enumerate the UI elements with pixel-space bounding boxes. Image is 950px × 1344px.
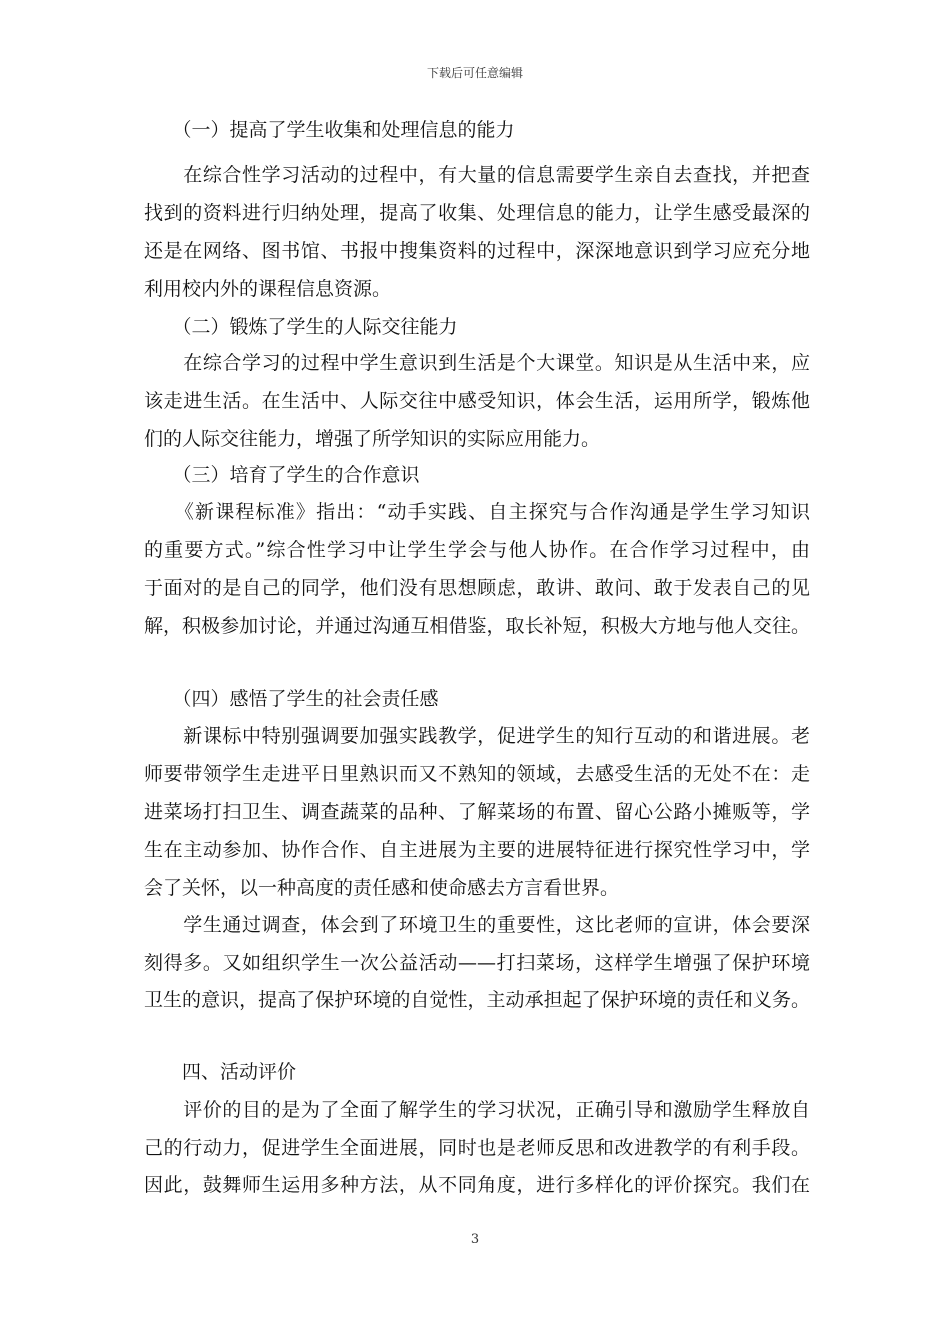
- text-line: 该走进生活。在生活中、人际交往中感受知识，体会生活，运用所学，锻炼他: [144, 390, 810, 412]
- heading-3: （三）培育了学生的合作意识: [144, 464, 420, 486]
- text-line: 会了关怀，以一种高度的责任感和使命感去方言看世界。: [144, 877, 620, 899]
- text-line: 己的行动力，促进学生全面进展，同时也是老师反思和改进教学的有利手段。: [144, 1137, 810, 1159]
- text-line: 在综合性学习活动的过程中，有大量的信息需要学生亲自去查找，并把查: [144, 164, 810, 186]
- heading-1: （一）提高了学生收集和处理信息的能力: [144, 119, 515, 141]
- page-header: 下载后可任意编辑: [426, 66, 523, 80]
- text-line: 利用校内外的课程信息资源。: [144, 278, 392, 300]
- text-line: 生在主动参加、协作合作、自主进展为主要的进展特征进行探究性学习中，学: [144, 839, 810, 861]
- text-line: 刻得多。又如组织学生一次公益活动——打扫菜场，这样学生增强了保护环境: [144, 952, 810, 974]
- heading-2: （二）锻炼了学生的人际交往能力: [144, 316, 458, 338]
- section-heading: 四、活动评价: [144, 1061, 297, 1083]
- text-line: 找到的资料进行归纳处理，提高了收集、处理信息的能力，让学生感受最深的: [144, 202, 810, 224]
- text-line: 进菜场打扫卫生、调查蔬菜的品种、了解菜场的布置、留心公路小摊贩等，学: [144, 801, 810, 823]
- text-line: 在综合学习的过程中学生意识到生活是个大课堂。知识是从生活中来，应: [144, 352, 810, 374]
- heading-4: （四）感悟了学生的社会责任感: [144, 688, 439, 710]
- text-line: 还是在网络、图书馆、书报中搜集资料的过程中，深深地意识到学习应充分地: [144, 240, 810, 262]
- text-line: 解，积极参加讨论，并通过沟通互相借鉴，取长补短，积极大方地与他人交往。: [144, 615, 810, 637]
- text-line: 新课标中特别强调要加强实践教学，促进学生的知行互动的和谐进展。老: [144, 725, 810, 747]
- text-line: 师要带领学生走进平日里熟识而又不熟知的领域，去感受生活的无处不在：走: [144, 763, 810, 785]
- text-line: 于面对的是自己的同学，他们没有思想顾虑，敢讲、敢问、敢于发表自己的见: [144, 577, 810, 599]
- text-line: 卫生的意识，提高了保护环境的自觉性，主动承担起了保护环境的责任和义务。: [144, 989, 810, 1011]
- text-line: 的重要方式。”综合性学习中让学生学会与他人协作。在合作学习过程中，由: [144, 539, 810, 561]
- page-number: 3: [470, 1232, 480, 1247]
- text-line: 《新课程标准》指出：“动手实践、自主探究与合作沟通是学生学习知识: [144, 501, 810, 523]
- text-line: 因此，鼓舞师生运用多种方法，从不同角度，进行多样化的评价探究。我们在: [144, 1174, 810, 1196]
- text-line: 学生通过调查，体会到了环境卫生的重要性，这比老师的宣讲，体会要深: [144, 914, 810, 936]
- text-line: 们的人际交往能力，增强了所学知识的实际应用能力。: [144, 428, 601, 450]
- text-line: 评价的目的是为了全面了解学生的学习状况，正确引导和激励学生释放自: [144, 1099, 810, 1121]
